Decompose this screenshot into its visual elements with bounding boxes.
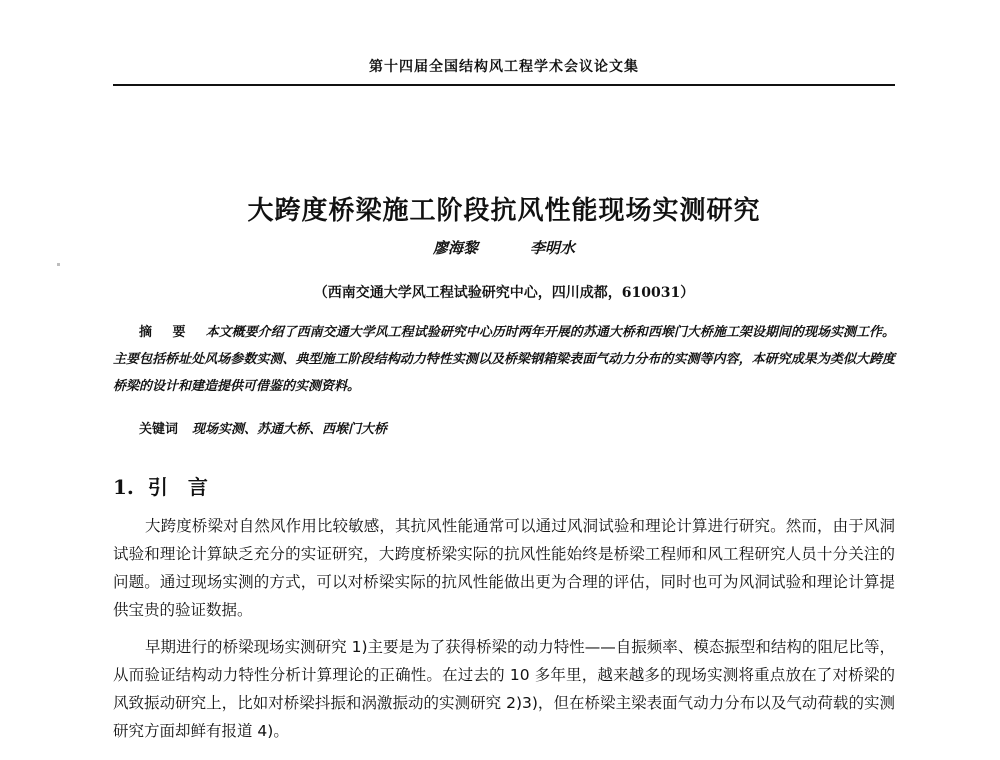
section-number: 1. <box>113 475 134 499</box>
body-paragraph: 早期进行的桥梁现场实测研究 1)主要是为了获得桥梁的动力特性——自振频率、模态振型和结构的阻尼比等，从而验证结构动力特性分析计算理论的正确性。在过去的 10 多年里，越来越多的现场实测将重点放在了对桥梁的风致振动研究上，比如对桥梁抖振和涡激振动的实测研究 2)3)，但在桥梁主梁表面气动力分布以及气动荷载的实测研究方面却鲜有报道 4)。 <box>113 638 895 740</box>
running-header: 第十四届全国结构风工程学术会议论文集 <box>369 59 639 75</box>
scan-speck <box>57 263 60 266</box>
affiliation: （西南交通大学风工程试验研究中心，四川成都，610031） <box>313 285 695 301</box>
author-list <box>113 237 895 258</box>
keywords-label: 关键词 <box>139 422 179 437</box>
paper-title: 大跨度桥梁施工阶段抗风性能现场实测研究 <box>247 196 761 226</box>
section-title: 引言 <box>147 475 228 499</box>
keywords-text: 现场实测、苏通大桥、西堠门大桥 <box>192 422 388 437</box>
abstract-label: 摘 要 <box>139 325 194 340</box>
keywords <box>139 418 387 437</box>
section-heading <box>113 471 228 500</box>
abstract <box>113 319 895 400</box>
author-2: 李明水 <box>530 239 576 257</box>
body-paragraph: 大跨度桥梁对自然风作用比较敏感，其抗风性能通常可以通过风洞试验和理论计算进行研究。然而，由于风洞试验和理论计算缺乏充分的实证研究，大跨度桥梁实际的抗风性能始终是桥梁工程师和风工程研究人员十分关注的问题。通过现场实测的方式，可以对桥梁实际的抗风性能做出更为合理的评估，同时也可为风洞试验和理论计算提供宝贵的验证数据。 <box>113 517 895 619</box>
author-1: 廖海黎 <box>432 239 478 257</box>
abstract-text: 本文概要介绍了西南交通大学风工程试验研究中心历时两年开展的苏通大桥和西堠门大桥施工架设期间的现场实测工作。主要包括桥址处风场参数实测、典型施工阶段结构动力特性实测以及桥梁钢箱梁表面气动力分布的实测等内容，本研究成果为类似大跨度桥梁的设计和建造提供可借鉴的实测资料。 <box>113 325 895 394</box>
header-rule <box>113 84 895 86</box>
